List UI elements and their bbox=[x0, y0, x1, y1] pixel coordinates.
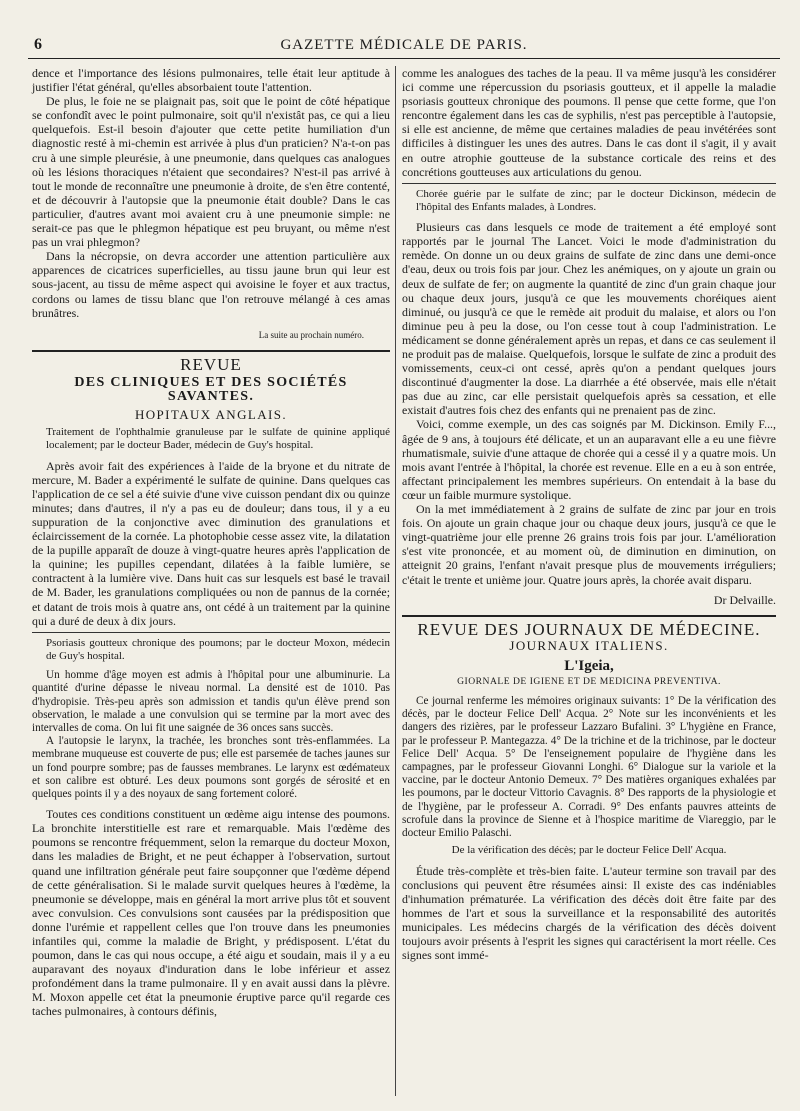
paragraph: comme les analogues des taches de la peau. Il va même jusqu'à les considérer ici comme une répercussion du psoriasis goutteux, et il appelle la maladie psoriasis goutteux chronique des poumons. Il pense que cette forme, que l'on rencontre également dans les cas de syphilis, n'est pas perceptible à l'autopsie, si elle est ancienne, de même que certaines maladies de peau invétérées sont difficiles à distinguer les unes des autres. Dans le cas dont il s'agit, il y avait en outre atrophie goutteuse de la substance corticale des reins et des concrétions goutteuses aux articulations du genou. bbox=[402, 66, 776, 179]
article-heading: De la vérification des décès; par le docteur Felice Dell' Acqua. bbox=[451, 844, 727, 857]
paragraph: Étude très-complète et très-bien faite. L'auteur termine son travail par des conclusions qui peuvent être résumées ainsi: Il existe des cas indéniables d'inhumation prématurée. La vérification des décès doit être faite par des hommes de l'art et sous la surveillance et la responsabilité des autorités municipales. Les médecins chargés de la vérification des décès doivent toujours avoir présents à l'esprit les signes qui caractérisent la mort réelle. Ces signes sont immé- bbox=[402, 863, 776, 963]
section-subtitle: DES CLINIQUES ET DES SOCIÉTÉS SAVANTES. bbox=[74, 374, 348, 404]
paragraph: Ce journal renferme les mémoires originaux suivants: 1° De la vérification des décès, par le docteur Felice Dell' Acqua. 2° Note sur les inconvénients et les dangers des rizières, par le professeur Lazzaro Bufalini. 3° L'hygiène en France, par le professeur P. Mantegazza. 4° De la trichine et de la trichinose, par le docteur Felice Dell' Acqua. 5° De l'enseignement populaire de l'hygiène dans les campagnes, par le professeur Giovanni Longhi. 6° Dialogue sur la variole et la vaccine, par le docteur Antonio Demeux. 7° Des matières organiques exhalées par les poumons, par le docteur Vittorio Cavagnis. 8° Des rapports de la physiologie et de l'hygiène, par le professeur A. Corradi. 9° Des enfants pauvres atteints de scrofule dans la province de Sienne et à l'hospice maritime de Viareggio, par le docteur Emilio Palaschi. bbox=[402, 695, 776, 840]
paragraph: De plus, le foie ne se plaignait pas, soit que le point de côté hépatique se confondît avec le point pulmonaire, soit qu'il n'existât pas, ce qui a lieu quelquefois. Est-il besoin d'ajouter que cette petite humiliation d'un diagnostic resté à mi-chemin est arrivée à plus d'un praticien? N'a-t-on pas cru à une simple pleurésie, à une pneumonie, dans quelques cas analogues où les lésions thoraciques n'étaient que secondaires? N'est-il pas arrivé à tout le monde de reconnaître une pneumonie à droite, de s'en être contenté, et de découvrir à l'autopsie que la pneumonie était double? Dans le cas particulier, d'autres avant moi avaient cru à une pneumonie simple: ne serait-ce pas que le phlegmon hépatique est peu bruyant, ou même n'est pas un vrai phlegmon? bbox=[32, 94, 390, 250]
paragraph: Voici, comme exemple, un des cas soignés par M. Dickinson. Emily F..., âgée de 9 ans, à toujours été délicate, et un an auparavant elle a eu une fièvre rhumatismale, suivie d'une attaque de chorée qui a cessé il y a quatre mois. Un mois avant l'entrée à l'hôpital, la chorée est revenue. Elle en a eu à son entrée, affectant principalement les membres supérieurs. On entendait à la base du cœur un faible murmure systolique. bbox=[402, 417, 776, 502]
paragraph: On la met immédiatement à 2 grains de sulfate de zinc par jour en trois fois. On ajoute un grain chaque jour ou chaque deux jours, jusqu'à ce que le vingt-quatrième jour elle prenne 26 grains trois fois par jour. L'amélioration s'est vite prononcée, et au moment où, de diminution en diminution, on atteignit 20 grains, l'enfant n'avait presque plus de mouvements irréguliers; c'était le trente et unième jour. Quatre jours après, la chorée avait disparu. bbox=[402, 502, 776, 587]
paragraph: dence et l'importance des lésions pulmonaires, telle était leur aptitude à justifier l'état général, qu'elles absorbaient toute l'attention. bbox=[32, 66, 390, 95]
author-signature: Dr Delvaille. bbox=[713, 592, 776, 607]
section-divider bbox=[32, 350, 390, 352]
paragraph: Toutes ces conditions constituent un œdème aigu intense des poumons. La bronchite interstitielle est rare et remarquable. Mais l'œdème des poumons se rencontre fréquemment, selon la remarque du docteur Moxon, dans les maladies de Bright, et ne peut échapper à l'observation, surtout quand une infiltration générale peut faire soupçonner que l'œdème dépend de cette généralisation. Si le malade survit quelques heures à l'œdème, la pneumonie se développe, mais en général la mort arrive plus tôt et souvent avec convulsion. Ces convulsions sont causées par la prédisposition que donne l'urémie et rappellent celles que l'on trouve dans les pneumonies infantiles qui, comme la maladie de Bright, y prédisposent. L'état du poumon, dans le cas qui nous occupe, a été aigu et soudain, mais il y a eu auparavant des noyaux d'induration dans le lobe inférieur et assez profondément dans la trame pulmonaire. Il y en avait aussi dans la plèvre. M. Moxon appelle cet état la pneumonie éruptive parce qu'il regarde ces taches pulmonaires, à contours définis, bbox=[32, 807, 390, 1019]
article-divider bbox=[402, 183, 776, 184]
page-number: 6 bbox=[34, 36, 42, 53]
column-divider bbox=[395, 66, 396, 1096]
section-title: REVUE DES JOURNAUX DE MÉDECINE. bbox=[417, 619, 761, 639]
subsection-title: JOURNAUX ITALIENS. bbox=[509, 637, 669, 653]
journal-title: GAZETTE MÉDICALE DE PARIS. bbox=[280, 37, 528, 53]
paragraph: A l'autopsie le larynx, la trachée, les bronches sont très-enflammées. La membrane muqueuse est couverte de pus; elle est parsemée de taches jaunes sur un fond pourpre sombre; pas de fausses membranes. Le larynx est œdémateux et son calibre est obturé. Les deux poumons sont gorgés de sérosité et en quelques points il y a des noyaux de sang fortement coloré. bbox=[32, 735, 390, 800]
journal-subtitle: GIORNALE DE IGIENE ET DE MEDICINA PREVENTIVA. bbox=[457, 675, 721, 687]
article-divider bbox=[32, 632, 390, 633]
paragraph: Dans la nécropsie, on devra accorder une attention particulière aux apparences de cicatrices superficielles, au tissu jaune brun qui leur est sous-jacent, au tissu de même aspect qui avoisine le foyer et aux tractus, cordons ou lames de tissu blanc que l'on retrouve mélangé à ces amas brunâtres. bbox=[32, 249, 390, 320]
article-heading: Traitement de l'ophthalmie granuleuse par le sulfate de quinine appliqué localement; par le docteur Bader, médecin de Guy's hospital. bbox=[46, 426, 390, 452]
article-heading: Chorée guérie par le sulfate de zinc; par le docteur Dickinson, médecin de l'hôpital des Enfants malades, à Londres. bbox=[416, 187, 776, 213]
section-divider bbox=[402, 615, 776, 617]
paragraph: Un homme d'âge moyen est admis à l'hôpital pour une albuminurie. La quantité d'urine dépasse le niveau normal. La densité est de 1010. Pas d'hydropisie. Très-peu après son admission et tandis qu'un élève prend son observation, le malade a une convulsion qui se termine par la mort avec des intervalles de coma. On lui fit une saignée de 36 onces sans succès. bbox=[32, 669, 390, 734]
subsection-title: HOPITAUX ANGLAIS. bbox=[134, 407, 288, 423]
right-column bbox=[402, 66, 776, 962]
paragraph: Plusieurs cas dans lesquels ce mode de traitement a été employé sont rapportés par le journal The Lancet. Voici le mode d'administration du remède. On donne un ou deux grains de sulfate de zinc dans une demi-once d'eau, deux ou trois fois par jour. Chez les anémiques, on y ajoute un grain ou deux de sulfate de fer; on augmente la quantité de zinc d'un grain chaque jour ou chaque deux jours, jusqu'à ce que les mouvements choréiques aient diminué, ou jusqu'à ce que le remède ait produit du malaise, et alors ou l'on diminue peu à peu la dose, ou l'on cesse tout à coup l'administration. Le médicament se donne généralement après un repas, et dans ce cas seulement il ne produit pas de malaise. Quelquefois, lorsque le sulfate de zinc a produit des vomissements, ceux-ci ont cessé, après qu'on a pendant quelques jours discontinué d'augmenter la dose. La diarrhée a été observée, mais elle n'était pas due au zinc, car elle persistait quelquefois après sa cessation, et elle existait d'autres fois chez des enfants qui ne prenaient pas de zinc. bbox=[402, 220, 776, 418]
section-title: REVUE bbox=[180, 354, 242, 374]
page-header bbox=[28, 36, 780, 59]
article-heading: Psoriasis goutteux chronique des poumons; par le docteur Moxon, médecin de Guy's hospital. bbox=[46, 636, 390, 662]
paragraph: Après avoir fait des expériences à l'aide de la bryone et du nitrate de mercure, M. Bader a expérimenté le sulfate de quinine. Dans quelques cas l'application de ce sel a été suivie d'une vive cuisson pendant dix ou quinze minutes; dans d'autres, il n'y a pas eu de douleur; dans tous, il y a eu suppuration de la conjonctive avec diminution des granulations et éclaircissement de la cornée. La photophobie cesse assez vite, la dilatation de la pupille apparaît de douze à vingt-quatre heures après l'application de la quinine; les pupilles cependant, dilatées à la faible lumière, se contractent à la lumière vive. Dans huit cas sur lesquels est basé le travail de M. Bader, les granulations compliquées ou non de pannus de la cornée; et datant de trois mois à quatre ans, ont cédé à un traitement par la quinine qui a duré de deux à dix jours. bbox=[32, 458, 390, 628]
journal-name: L'Igeia, bbox=[564, 657, 614, 674]
continued-note: La suite au prochain numéro. bbox=[258, 329, 364, 340]
left-column bbox=[32, 66, 390, 1019]
